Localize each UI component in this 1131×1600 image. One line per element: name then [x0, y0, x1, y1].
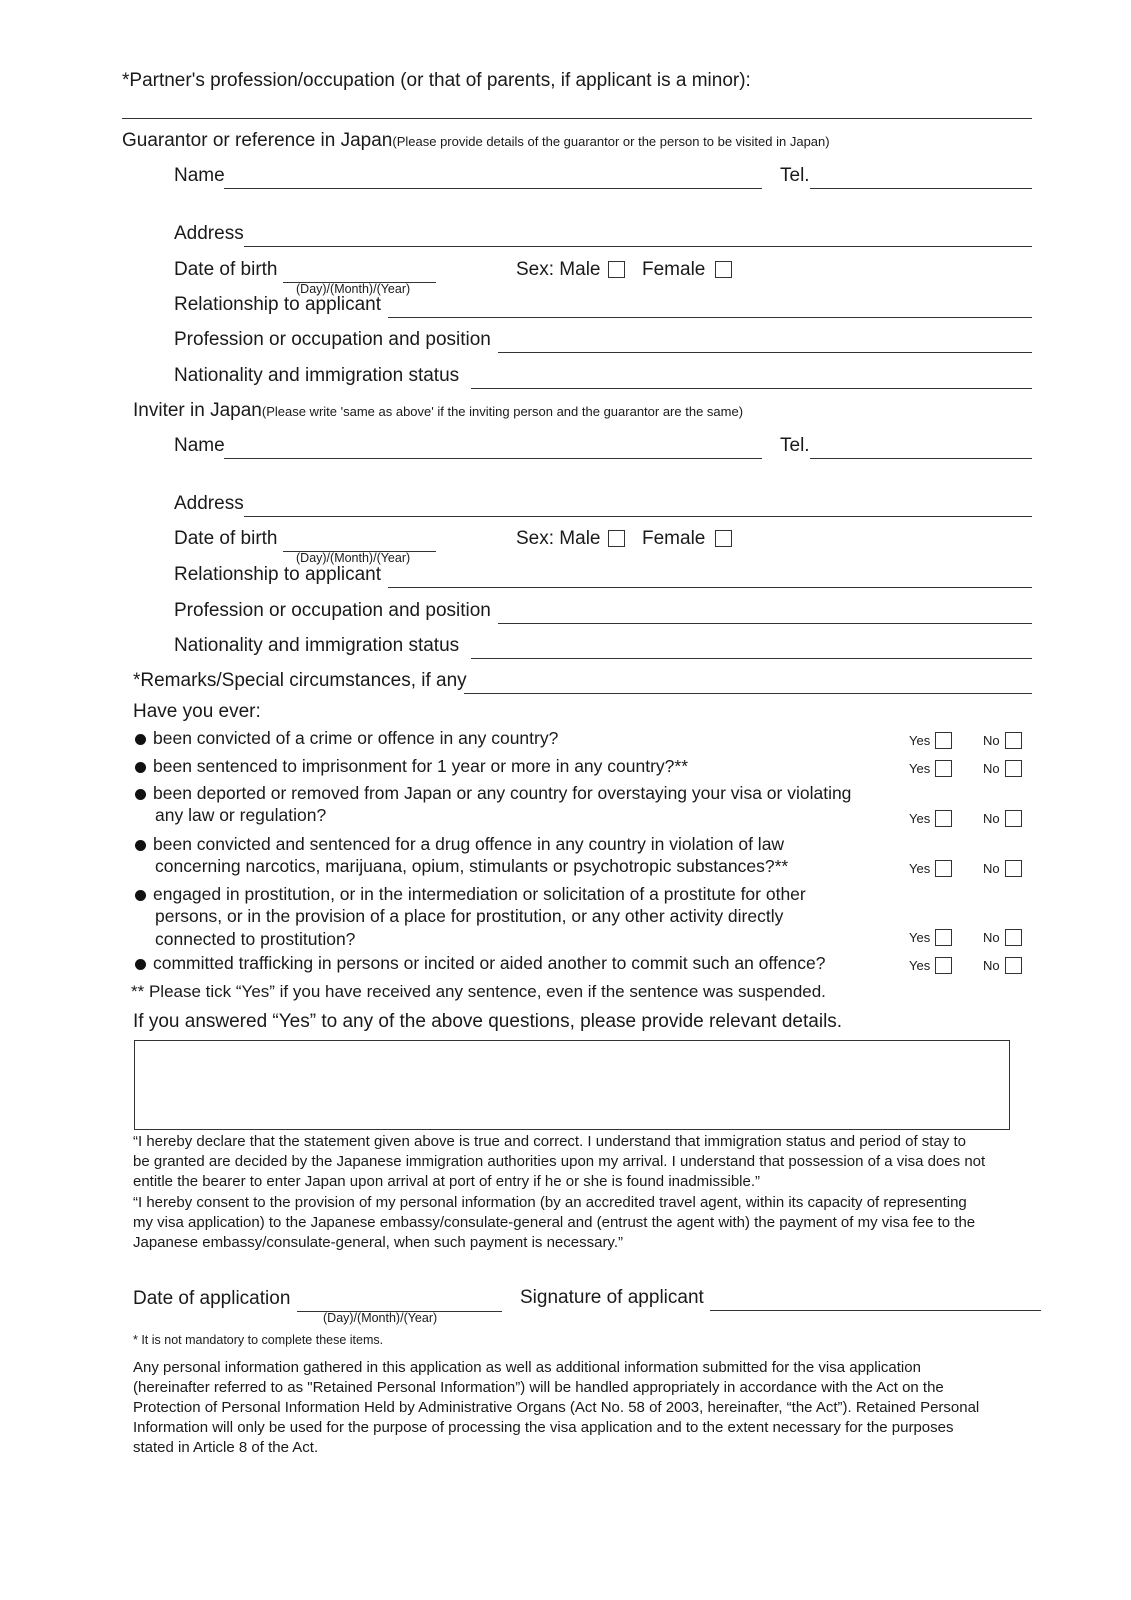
guarantor-sex-male-label: Sex: Male — [516, 259, 601, 280]
q6-no-label: No — [983, 958, 1000, 973]
declaration-line-3: entitle the bearer to enter Japan upon arrival at port of entry if he or she is found inadmissible.” — [133, 1173, 761, 1190]
q2-yes-label: Yes — [909, 761, 931, 776]
declaration-line-1: “I hereby declare that the statement given above is true and correct. I understand that immigration status and period of stay to — [133, 1133, 966, 1150]
bullet-icon — [135, 789, 146, 800]
q3-no-label: No — [983, 811, 1000, 826]
guarantor-address-label: Address — [174, 223, 244, 244]
partner-occupation-field[interactable] — [122, 96, 1032, 119]
bullet-icon — [135, 959, 146, 970]
inviter-name-field[interactable] — [224, 436, 762, 459]
inviter-nationality-field[interactable] — [471, 636, 1032, 659]
q3-yes-label: Yes — [909, 811, 931, 826]
inviter-name-label: Name — [174, 435, 225, 456]
inviter-dob-format: (Day)/(Month)/(Year) — [296, 551, 411, 565]
question-1-line-1: been convicted of a crime or offence in any country? — [153, 728, 559, 748]
q6-no-checkbox[interactable] — [1005, 957, 1022, 974]
q4-no-checkbox[interactable] — [1005, 860, 1022, 877]
q5-no-label: No — [983, 930, 1000, 945]
q5-no-checkbox[interactable] — [1005, 929, 1022, 946]
remarks-label: *Remarks/Special circumstances, if any — [133, 670, 467, 691]
application-date-format: (Day)/(Month)/(Year) — [323, 1311, 438, 1325]
guarantor-tel-label: Tel. — [780, 165, 810, 186]
question-6-line-1: committed trafficking in persons or incited or aided another to commit such an offence? — [153, 953, 826, 973]
inviter-relationship-label: Relationship to applicant — [174, 564, 382, 585]
guarantor-dob-field[interactable] — [283, 260, 436, 283]
q2-yes-checkbox[interactable] — [935, 760, 952, 777]
q4-no-label: No — [983, 861, 1000, 876]
inviter-female-checkbox[interactable] — [715, 530, 732, 547]
guarantor-relationship-field[interactable] — [388, 295, 1032, 318]
inviter-note: (Please write 'same as above' if the inviting person and the guarantor are the same) — [261, 404, 744, 419]
declaration-line-2: be granted are decided by the Japanese immigration authorities upon my arrival. I understand that possession of a visa does not — [133, 1153, 986, 1170]
question-3-line-1: been deported or removed from Japan or any country for overstaying your visa or violating — [153, 783, 852, 803]
guarantor-dob-label: Date of birth — [174, 259, 278, 280]
inviter-male-checkbox[interactable] — [608, 530, 625, 547]
inviter-dob-field[interactable] — [283, 529, 436, 552]
partner-occupation-label: *Partner's profession/occupation (or that of parents, if applicant is a minor): — [122, 70, 751, 91]
q1-yes-label: Yes — [909, 733, 931, 748]
inviter-address-label: Address — [174, 493, 244, 514]
mandatory-note: * It is not mandatory to complete these items. — [133, 1333, 384, 1347]
guarantor-dob-format: (Day)/(Month)/(Year) — [296, 282, 411, 296]
question-4-line-1: been convicted and sentenced for a drug offence in any country in violation of law — [153, 834, 785, 854]
bullet-icon — [135, 890, 146, 901]
question-2-line-1: been sentenced to imprisonment for 1 year or more in any country?** — [153, 756, 689, 776]
bullet-icon — [135, 734, 146, 745]
privacy-line-5: stated in Article 8 of the Act. — [133, 1439, 319, 1456]
application-date-field[interactable] — [297, 1289, 502, 1312]
q3-yes-checkbox[interactable] — [935, 810, 952, 827]
questions-footnote: ** Please tick “Yes” if you have received any sentence, even if the sentence was suspended. — [131, 982, 826, 1001]
q1-no-label: No — [983, 733, 1000, 748]
question-5-line-1: engaged in prostitution, or in the intermediation or solicitation of a prostitute for other — [153, 884, 806, 904]
guarantor-heading — [122, 130, 830, 152]
declaration-line-6: Japanese embassy/consulate-general, when such payment is necessary.” — [133, 1234, 623, 1251]
guarantor-profession-label: Profession or occupation and position — [174, 329, 491, 350]
declaration-line-5: my visa application) to the Japanese embassy/consulate-general and (entrust the agent with) the payment of my visa fee to the — [133, 1214, 976, 1231]
q2-no-label: No — [983, 761, 1000, 776]
guarantor-heading-text: Guarantor or reference in Japan — [122, 130, 393, 151]
guarantor-profession-field[interactable] — [498, 330, 1032, 353]
guarantor-relationship-label: Relationship to applicant — [174, 294, 382, 315]
inviter-address-field[interactable] — [244, 494, 1032, 517]
question-4-line-2: concerning narcotics, marijuana, opium, stimulants or psychotropic substances?** — [155, 856, 789, 876]
declaration-line-4: “I hereby consent to the provision of my personal information (by an accredited travel agent, within its capacity of representing — [133, 1194, 967, 1211]
guarantor-nationality-field[interactable] — [471, 366, 1032, 389]
q1-no-checkbox[interactable] — [1005, 732, 1022, 749]
q2-no-checkbox[interactable] — [1005, 760, 1022, 777]
guarantor-note: (Please provide details of the guarantor or the person to be visited in Japan) — [392, 134, 830, 149]
privacy-line-2: (hereinafter referred to as "Retained Personal Information”) will be handled appropriately in accordance with the Act on the — [133, 1379, 944, 1396]
bullet-icon — [135, 762, 146, 773]
privacy-line-3: Protection of Personal Information Held by Administrative Organs (Act No. 58 of 2003, hereinafter, “the Act”). Retained Personal — [133, 1399, 980, 1416]
privacy-line-4: Information will only be used for the purpose of processing the visa application and to the extent necessary for the purposes — [133, 1419, 954, 1436]
inviter-relationship-field[interactable] — [388, 565, 1032, 588]
inviter-profession-field[interactable] — [498, 601, 1032, 624]
guarantor-address-field[interactable] — [244, 224, 1032, 247]
q6-yes-checkbox[interactable] — [935, 957, 952, 974]
details-prompt: If you answered “Yes” to any of the above questions, please provide relevant details. — [133, 1011, 843, 1032]
guarantor-nationality-label: Nationality and immigration status — [174, 365, 460, 386]
inviter-dob-label: Date of birth — [174, 528, 278, 549]
signature-field[interactable] — [710, 1288, 1041, 1311]
guarantor-female-checkbox[interactable] — [715, 261, 732, 278]
guarantor-male-checkbox[interactable] — [608, 261, 625, 278]
privacy-line-1: Any personal information gathered in this application as well as additional information submitted for the visa application — [133, 1359, 921, 1376]
signature-label: Signature of applicant — [520, 1287, 704, 1308]
q4-yes-label: Yes — [909, 861, 931, 876]
question-5-line-2: persons, or in the provision of a place for prostitution, or any other activity directly — [155, 906, 784, 926]
inviter-heading — [133, 400, 743, 422]
guarantor-tel-field[interactable] — [810, 166, 1032, 189]
question-5-line-3: connected to prostitution? — [155, 929, 356, 949]
inviter-tel-label: Tel. — [780, 435, 810, 456]
inviter-female-label: Female — [642, 528, 706, 549]
q5-yes-checkbox[interactable] — [935, 929, 952, 946]
details-textarea[interactable] — [134, 1040, 1010, 1130]
inviter-profession-label: Profession or occupation and position — [174, 600, 491, 621]
q3-no-checkbox[interactable] — [1005, 810, 1022, 827]
guarantor-name-field[interactable] — [224, 166, 762, 189]
questions-intro: Have you ever: — [133, 701, 261, 722]
question-3-line-2: any law or regulation? — [155, 805, 327, 825]
guarantor-female-label: Female — [642, 259, 706, 280]
q6-yes-label: Yes — [909, 958, 931, 973]
application-date-label: Date of application — [133, 1288, 291, 1309]
bullet-icon — [135, 840, 146, 851]
inviter-nationality-label: Nationality and immigration status — [174, 635, 460, 656]
guarantor-name-label: Name — [174, 165, 225, 186]
inviter-sex-male-label: Sex: Male — [516, 528, 601, 549]
inviter-tel-field[interactable] — [810, 436, 1032, 459]
q5-yes-label: Yes — [909, 930, 931, 945]
remarks-field[interactable] — [464, 671, 1032, 694]
q1-yes-checkbox[interactable] — [935, 732, 952, 749]
q4-yes-checkbox[interactable] — [935, 860, 952, 877]
inviter-heading-text: Inviter in Japan — [133, 400, 262, 421]
